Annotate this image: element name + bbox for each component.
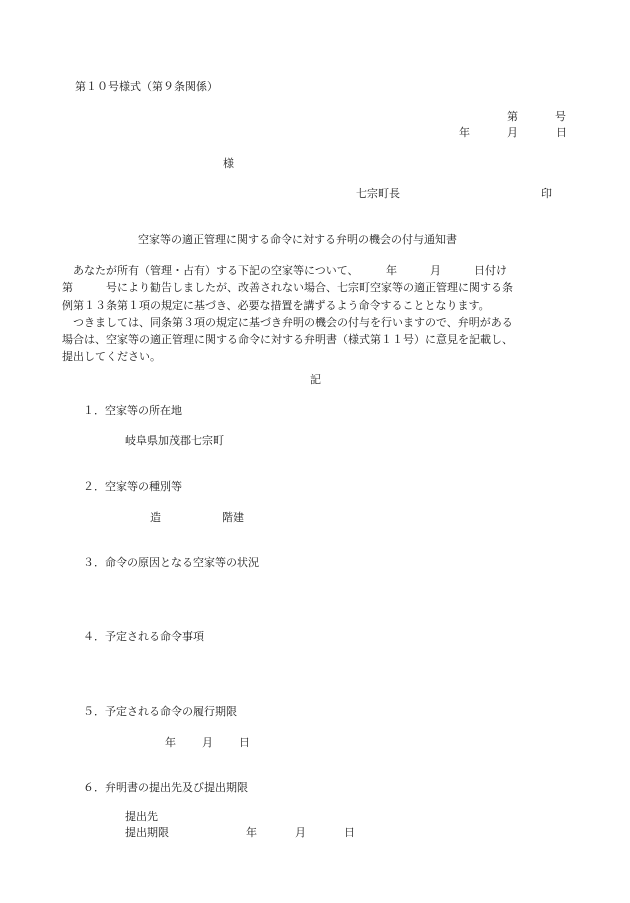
item-5-year: 年 (165, 736, 176, 749)
form-label: 第１０号様式（第９条関係） (75, 80, 218, 93)
item-1-location: 岐阜県加茂郡七宗町 (125, 434, 224, 447)
item-2-label: ２．空家等の種別等 (83, 480, 182, 493)
doc-number-suffix: 号 (555, 110, 566, 123)
notice-body (62, 262, 572, 366)
addressee-suffix: 様 (223, 157, 234, 170)
item-6-year: 年 (246, 826, 257, 839)
item-2-floors: 階建 (222, 511, 244, 524)
item-6-month: 月 (295, 826, 306, 839)
ki-heading: 記 (310, 373, 321, 386)
item-6-deadline-label: 提出期限 (125, 826, 169, 839)
item-1-label: １．空家等の所在地 (83, 404, 182, 417)
document-title: 空家等の適正管理に関する命令に対する弁明の機会の付与通知書 (138, 233, 457, 246)
item-6-label: ６．弁明書の提出先及び提出期限 (83, 781, 248, 794)
body-line-6: 提出してください。 (62, 350, 161, 364)
item-5-day: 日 (239, 736, 250, 749)
body-line-4: つきましては、同条第３項の規定に基づき弁明の機会の付与を行いますので、弁明がある (73, 315, 513, 329)
date-day: 日 (556, 126, 567, 139)
item-2-structure: 造 (150, 511, 161, 524)
date-year: 年 (459, 126, 470, 139)
issuer-name: 七宗町長 (356, 187, 400, 200)
issuer-seal: 印 (541, 187, 552, 200)
item-5-label: ５．予定される命令の履行期限 (83, 705, 237, 718)
date-month: 月 (507, 126, 518, 139)
body-line-2: 第 号により勧告しましたが、改善されない場合、七宗町空家等の適正管理に関する条 (62, 281, 513, 295)
item-6-day: 日 (344, 826, 355, 839)
item-6-destination-label: 提出先 (125, 810, 158, 823)
item-5-month: 月 (202, 736, 213, 749)
item-4-label: ４．予定される命令事項 (83, 630, 204, 643)
item-3-label: ３．命令の原因となる空家等の状況 (83, 556, 259, 569)
body-line-3: 例第１３条第１項の規定に基づき、必要な措置を講ずるよう命令することとなります。 (62, 298, 490, 312)
body-line-5: 場合は、空家等の適正管理に関する命令に対する弁明書（様式第１１号）に意見を記載し、 (62, 333, 513, 347)
doc-number-prefix: 第 (507, 110, 518, 123)
body-line-1: あなたが所有（管理・占有）する下記の空家等について、 年 月 日付け (73, 264, 508, 277)
